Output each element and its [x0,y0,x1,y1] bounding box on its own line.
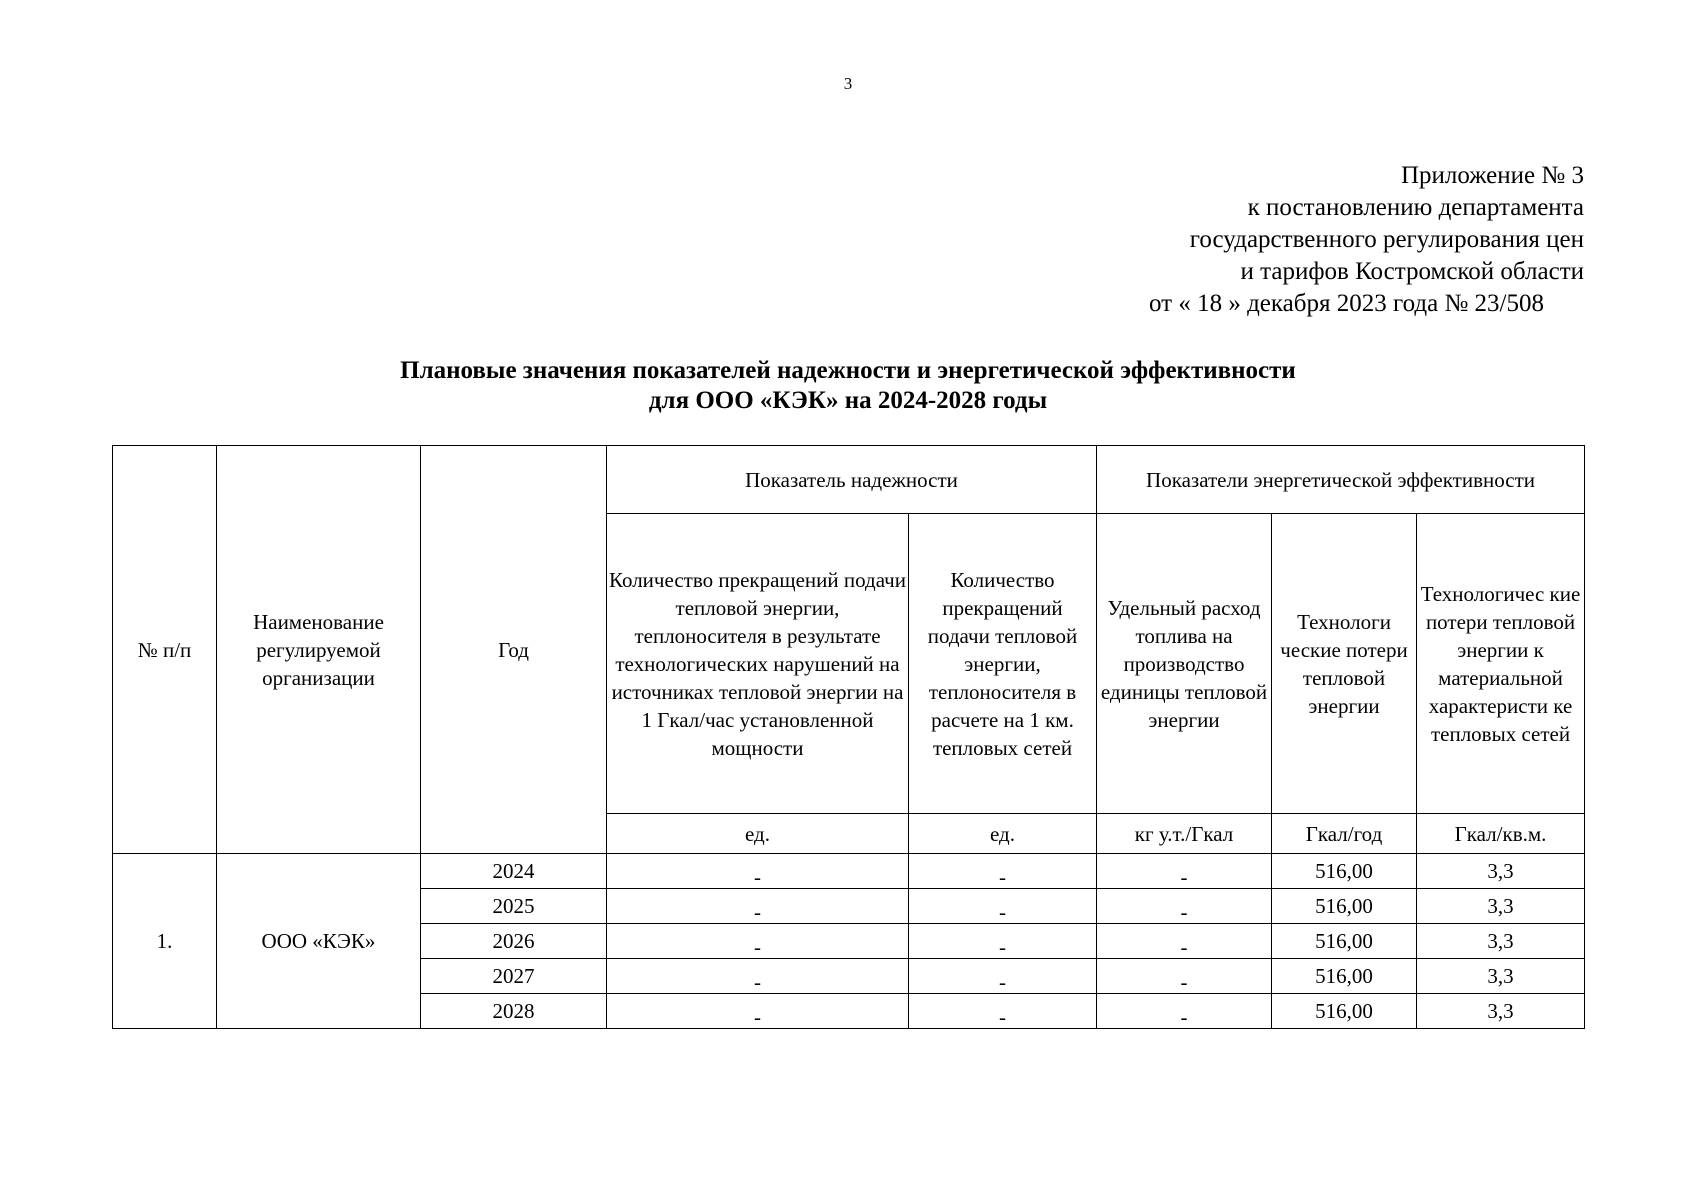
value-cell [607,889,909,924]
value-cell [1097,924,1272,959]
value-cell [607,959,909,994]
unit-cell: Гкал/год [1272,814,1417,854]
value-text: - [1180,1005,1188,1029]
value-cell: 516,00 [1272,994,1417,1029]
value-text: - [1180,865,1188,889]
year-cell: 2025 [421,889,607,924]
value-text: - [754,865,761,889]
header-row-number: № п/п [113,446,217,854]
document-title-line: для ООО «КЭК» на 2024-2028 годы [648,387,1048,414]
value-cell [909,959,1097,994]
year-cell: 2027 [421,959,607,994]
unit-cell: кг у.т./Гкал [1097,814,1272,854]
value-cell [909,924,1097,959]
value-cell: 3,3 [1417,889,1585,924]
value-text: - [754,970,761,994]
value-text: - [999,970,1006,994]
value-cell: 516,00 [1272,924,1417,959]
header-organization: Наименование регулируемой организации [217,446,421,854]
header-year: Год [421,446,607,854]
header-group-efficiency: Показатели энергетической эффективности [1097,446,1585,514]
appendix-line: к постановлению департамента [1247,194,1584,221]
value-cell: 516,00 [1272,889,1417,924]
value-cell: 3,3 [1417,854,1585,889]
indicators-table [112,445,1585,1029]
value-cell: 3,3 [1417,959,1585,994]
value-text: - [754,935,761,959]
document-title [0,356,1696,416]
value-text: - [999,900,1006,924]
year-cell: 2026 [421,924,607,959]
value-cell [607,854,909,889]
unit-cell: ед. [607,814,909,854]
value-cell [909,994,1097,1029]
value-cell [607,994,909,1029]
year-cell: 2028 [421,994,607,1029]
value-text: - [1180,900,1188,924]
header-row-groups [113,446,1585,514]
header-outages-network: Количество прекращений подачи тепловой энергии, теплоносителя в расчете на 1 км. тепловых сетей [909,514,1097,814]
row-number-cell: 1. [113,854,217,1029]
value-cell [909,889,1097,924]
value-text: - [999,1005,1006,1029]
organization-cell: ООО «КЭК» [217,854,421,1029]
value-text: - [999,935,1006,959]
table-row [113,854,1585,889]
header-group-reliability: Показатель надежности [607,446,1097,514]
unit-cell: Гкал/кв.м. [1417,814,1585,854]
value-cell: 516,00 [1272,959,1417,994]
document-title-line: Плановые значения показателей надежности и энергетической эффективности [400,357,1296,384]
appendix-line: Приложение № 3 [1400,162,1584,189]
value-cell: 516,00 [1272,854,1417,889]
value-cell: 3,3 [1417,994,1585,1029]
value-text: - [1180,935,1188,959]
value-text: - [1180,970,1188,994]
page-number: 3 [843,74,853,93]
appendix-date-line: от « 18 » декабря 2023 года № 23/508 [1148,290,1544,317]
value-cell [607,924,909,959]
value-text: - [999,865,1006,889]
year-cell: 2024 [421,854,607,889]
value-text: - [754,1005,761,1029]
value-cell [1097,959,1272,994]
value-cell [1097,889,1272,924]
value-cell [1097,854,1272,889]
header-fuel-consumption: Удельный расход топлива на производство единицы тепловой энергии [1097,514,1272,814]
header-outages-source: Количество прекращений подачи тепловой энергии, теплоносителя в результате технологических нарушений на источниках тепловой энергии на 1 Гкал/час установленной мощности [607,514,909,814]
header-losses-ratio: Технологичес кие потери тепловой энергии к материальной характеристи ке тепловых сетей [1417,514,1585,814]
header-technological-losses: Технологи ческие потери тепловой энергии [1272,514,1417,814]
value-cell [1097,994,1272,1029]
value-cell [909,854,1097,889]
appendix-line: государственного регулирования цен [1189,226,1584,253]
appendix-line: и тарифов Костромской области [1240,258,1584,285]
unit-cell: ед. [909,814,1097,854]
appendix-block [1149,160,1584,320]
value-cell: 3,3 [1417,924,1585,959]
value-text: - [754,900,761,924]
